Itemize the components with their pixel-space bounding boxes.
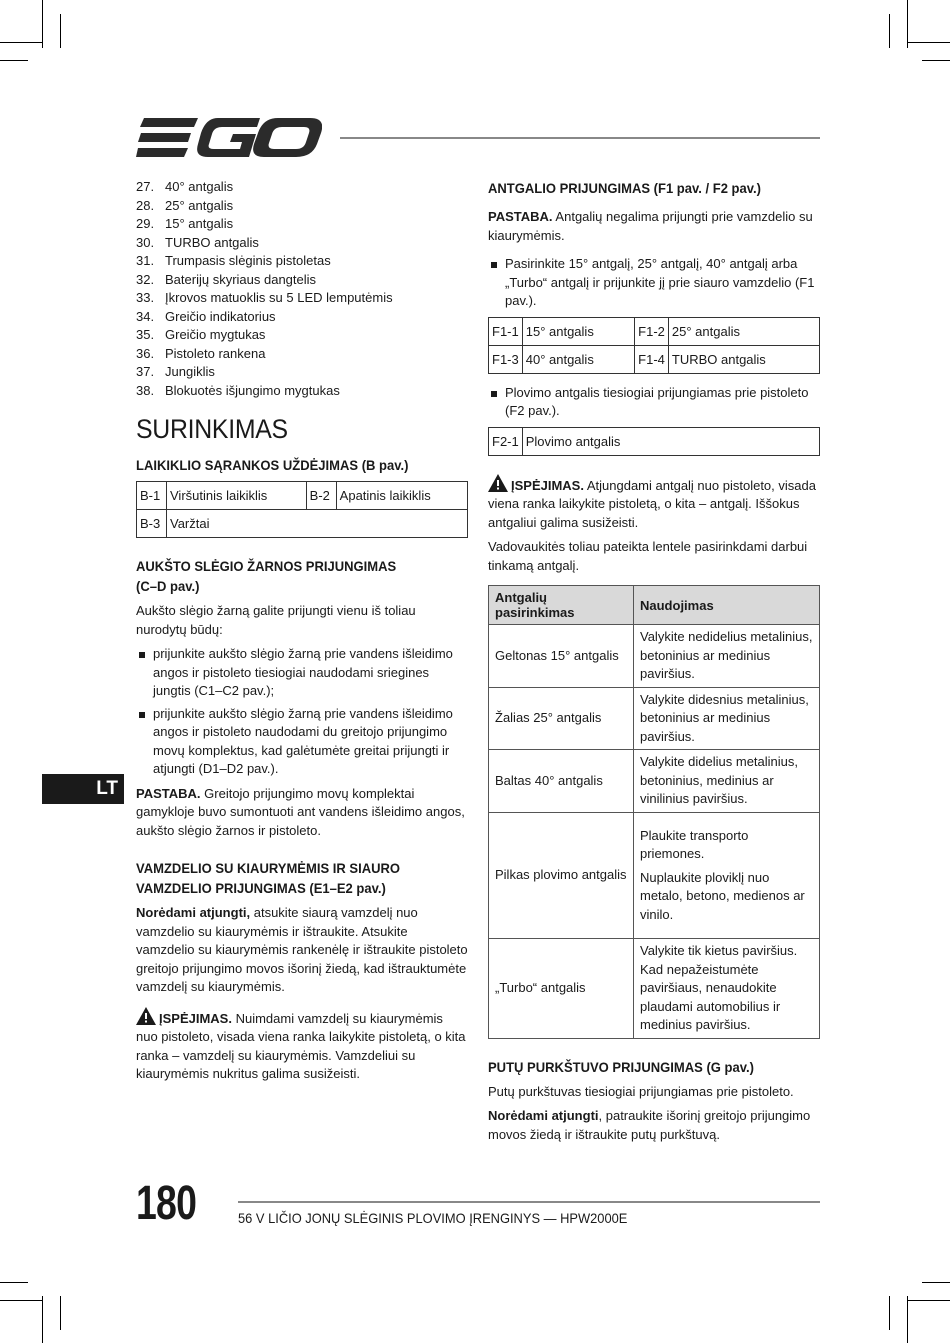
table-row: Pilkas plovimo antgalis Plaukite transporto priemones. Nuplaukite ploviklį nuo metalo, betono, medienos ar vinilo. [489, 812, 820, 939]
table-row: F1-3 40° antgalis F1-4 TURBO antgalis [489, 345, 820, 373]
table-row: F1-1 15° antgalis F1-2 25° antgalis [489, 317, 820, 345]
right-column [488, 178, 820, 1144]
crop-mark [922, 1282, 950, 1283]
table-row: „Turbo“ antgalis Valykite tik kietus paviršius. Kad nepažeistumėte paviršiaus, nenaudokite plaudami automobilius ir medinius paviršius. [489, 939, 820, 1039]
selection-intro: Vadovaukitės toliau pateikta lentele pasirinkdami darbui tinkamą antgalį. [488, 539, 808, 573]
crop-mark [889, 1296, 890, 1330]
warning-icon [488, 474, 508, 492]
foam-heading: PUTŲ PURKŠTUVO PRIJUNGIMAS (G pav.) [488, 1058, 754, 1075]
table-row: Baltas 40° antgalis Valykite didelius metalinius, betoninius, medinius ar vinilinius paviršius. [489, 750, 820, 813]
ego-logo [136, 116, 322, 160]
list-item: 27. 40° antgalis [136, 179, 234, 194]
warning-icon [136, 1007, 156, 1025]
list-item: 32. Baterijų skyriaus dangtelis [136, 271, 317, 287]
list-item: Plovimo antgalis tiesiogiai prijungiamas prie pistoleto (F2 pav.). [488, 384, 820, 421]
list-item: prijunkite aukšto slėgio žarną prie vandens išleidimo angos ir pistoleto tiesiogiai naudodami sriegines jungtis (C1–C2 pav.); [136, 645, 468, 701]
list-item: 34. Greičio indikatorius [136, 308, 276, 324]
crop-mark [0, 1300, 42, 1301]
holder-heading: LAIKIKLIO SĄRANKOS UŽDĖJIMAS (B pav.) [136, 457, 409, 473]
crop-mark [922, 60, 950, 61]
table-row: B-1 Viršutinis laikiklis B-2 Apatinis laikiklis [137, 482, 468, 510]
wand-text: Norėdami atjungti, atsukite siaurą vamzdelį nuo vamzdelio su kiaurymėmis ir ištraukite. Atsukite vamzdelio su kiaurymėmis rankenėlę ir ištraukite pistoleto greitojo prijungimo movos išorinį žiedą, kad ištrauktumėte vamzdelį su kiaurymėmis. [136, 905, 468, 994]
list-item: 30. TURBO antgalis [136, 234, 259, 250]
f2-table [488, 427, 820, 456]
list-item: 35. Greičio mygtukas [136, 327, 266, 342]
foam-detach: Norėdami atjungti, patraukite išorinį greitojo prijungimo movos žiedą ir ištraukite putų purkštuvą. [488, 1108, 811, 1142]
list-item: prijunkite aukšto slėgio žarną prie vandens išleidimo angos ir pistoleto naudodami du greitojo prijungimo movų komplektus, kad galėtumėte greitai prijungti ir atjungti (D1–D2 pav.). [136, 705, 468, 779]
note: PASTABA. Greitojo prijungimo movų komplektai gamykloje buvo sumontuoti ant vandens išleidimo angos, aukšto slėgio žarnos ir pistoleto. [136, 785, 465, 838]
wash-bullet [488, 384, 820, 421]
crop-mark [42, 0, 43, 48]
crop-mark [42, 1296, 43, 1343]
hose-heading: AUKŠTO SLĖGIO ŽARNOS PRIJUNGIMAS (C–D pav.) [136, 558, 397, 594]
list-item: 37. Jungiklis [136, 364, 215, 379]
footer-title: 56 V LIČIO JONŲ SLĖGINIS PLOVIMO ĮRENGINYS — HPW2000E [238, 1210, 628, 1226]
table-header: Antgalių pasirinkimas Naudojimas [489, 586, 820, 625]
hose-intro: Aukšto slėgio žarną galite prijungti vienu iš toliau nurodytų būdų: [136, 603, 416, 637]
list-item: 28. 25° antgalis [136, 197, 234, 213]
list-item: 31. Trumpasis slėginis pistoletas [136, 253, 331, 268]
table-row: Geltonas 15° antgalis Valykite nedidelius metalinius, betoninius ar medinius paviršius. [489, 625, 820, 688]
left-column [136, 178, 468, 1084]
list-item: 29. 15° antgalis [136, 216, 234, 231]
header-rule [340, 137, 820, 139]
warning: ĮSPĖJIMAS. Nuimdami vamzdelį su kiaurymėmis nuo pistoleto, visada viena ranka laikykite pistoletą, o kita ranka – vamzdelį su kiaurymėmis. Vamzdeliui su kiaurymėmis nukritus galima susižeisti. [136, 1007, 468, 1084]
crop-mark [0, 60, 28, 61]
crop-mark [908, 42, 950, 43]
table-row: F2-1 Plovimo antgalis [489, 427, 820, 455]
crop-mark [907, 0, 908, 48]
note: PASTABA. Antgalių negalima prijungti prie vamzdelio su kiaurymėmis. [488, 209, 813, 243]
footer-rule [238, 1201, 820, 1203]
nozzle-selection-table [488, 585, 820, 1039]
crop-mark [60, 1296, 61, 1330]
section-title: SURINKIMAS [136, 414, 288, 444]
foam-text: Putų purkštuvas tiesiogiai prijungiamas prie pistoleto. [488, 1083, 794, 1099]
list-item: 36. Pistoleto rankena [136, 345, 266, 361]
crop-mark [908, 1300, 950, 1301]
table-row: B-3 Varžtai [137, 510, 468, 538]
table-row: Žalias 25° antgalis Valykite didesnius metalinius, betoninius ar medinius paviršius. [489, 687, 820, 750]
list-item: 38. Blokuotės išjungimo mygtukas [136, 382, 340, 398]
parts-list [136, 178, 468, 400]
f1-table [488, 317, 820, 374]
nozzle-heading: ANTGALIO PRIJUNGIMAS (F1 pav. / F2 pav.) [488, 180, 761, 196]
holder-table [136, 481, 468, 538]
crop-mark [889, 14, 890, 48]
page-number: 180 [136, 1177, 197, 1230]
crop-mark [60, 14, 61, 48]
list-item: Pasirinkite 15° antgalį, 25° antgalį, 40° antgalį arba „Turbo“ antgalį ir prijunkite jį prie siauro vamzdelio (F1 pav.). [488, 255, 820, 311]
wand-heading: VAMZDELIO SU KIAURYMĖMIS IR SIAURO VAMZDELIO PRIJUNGIMAS (E1–E2 pav.) [136, 860, 401, 896]
nozzle-bullet [488, 255, 820, 311]
warning: ĮSPĖJIMAS. Atjungdami antgalį nuo pistoleto, visada viena ranka laikykite pistoletą, o kita – antgalį. Iššokus antgaliui galima susižeisti. [488, 474, 820, 533]
list-item: 33. Įkrovos matuoklis su 5 LED lemputėmis [136, 290, 393, 305]
hose-bullets [136, 645, 468, 779]
language-tab: LT [42, 774, 124, 804]
crop-mark [0, 42, 42, 43]
crop-mark [0, 1282, 28, 1283]
crop-mark [907, 1296, 908, 1343]
